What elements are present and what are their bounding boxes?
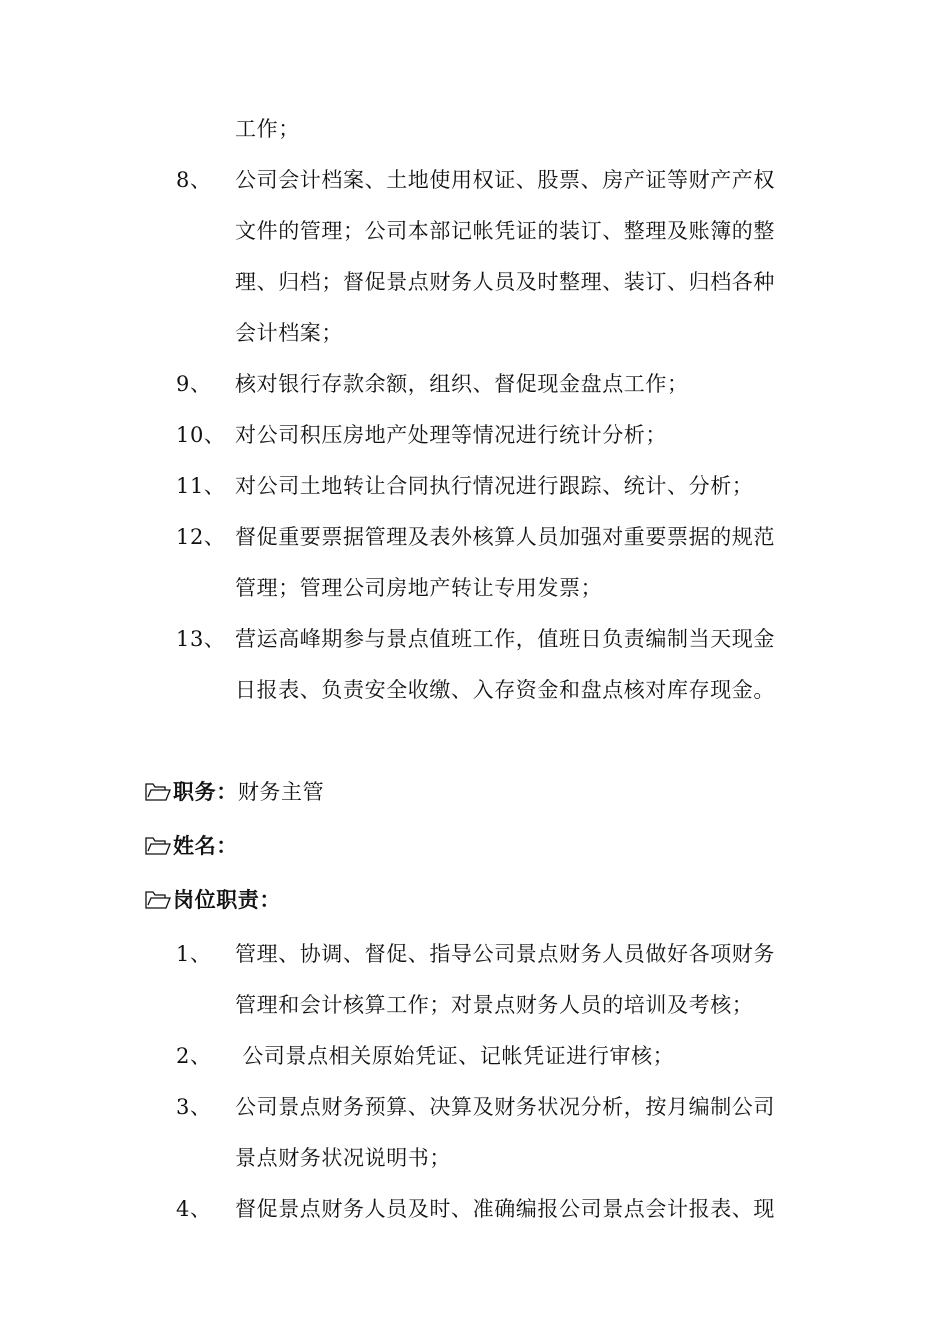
item-text: 公司会计档案、土地使用权证、股票、房产证等财产产权 — [235, 168, 775, 192]
folder-outline-icon — [145, 836, 171, 856]
duty-text: 督促景点财务人员及时、准确编报公司景点会计报表、现 — [235, 1197, 775, 1221]
item-number: 11、 — [176, 474, 226, 498]
item-text: 文件的管理；公司本部记帐凭证的装订、整理及账簿的整 — [235, 219, 775, 243]
item-text: 管理；管理公司房地产转让专用发票； — [235, 576, 603, 600]
item-number: 13、 — [176, 627, 226, 651]
name-row — [145, 832, 238, 860]
duties-heading-row — [145, 886, 281, 914]
position-title-label: 职务： — [173, 779, 238, 804]
item-text: 督促重要票据管理及表外核算人员加强对重要票据的规范 — [235, 525, 775, 549]
duty-text: 公司景点相关原始凭证、记帐凭证进行审核； — [235, 1044, 675, 1068]
duties-label: 岗位职责： — [173, 887, 281, 912]
item-text: 会计档案； — [235, 321, 343, 345]
duty-number: 2、 — [176, 1044, 212, 1068]
duty-number: 4、 — [176, 1197, 212, 1221]
duty-number: 3、 — [176, 1095, 212, 1119]
duty-text: 公司景点财务预算、决算及财务状况分析，按月编制公司 — [235, 1095, 775, 1119]
item-text: 核对银行存款余额，组织、督促现金盘点工作； — [235, 372, 689, 396]
item-text: 理、归档；督促景点财务人员及时整理、装订、归档各种 — [235, 270, 775, 294]
continuation-text: 工作； — [235, 117, 300, 141]
folder-outline-icon — [145, 782, 171, 802]
position-title-value: 财务主管 — [237, 780, 325, 804]
duty-text: 管理和会计核算工作；对景点财务人员的培训及考核； — [235, 993, 754, 1017]
item-text: 对公司土地转让合同执行情况进行跟踪、统计、分析； — [235, 474, 754, 498]
item-number: 12、 — [176, 525, 226, 549]
folder-outline-icon — [145, 890, 171, 910]
duty-number: 1、 — [176, 942, 212, 966]
position-title-row — [145, 778, 324, 806]
duty-text: 管理、协调、督促、指导公司景点财务人员做好各项财务 — [235, 942, 775, 966]
item-number: 9、 — [176, 372, 212, 396]
item-text: 营运高峰期参与景点值班工作，值班日负责编制当天现金 — [235, 627, 775, 651]
item-text: 日报表、负责安全收缴、入存资金和盘点核对库存现金。 — [235, 678, 775, 702]
item-number: 10、 — [176, 423, 226, 447]
duty-text: 景点财务状况说明书； — [235, 1146, 451, 1170]
name-label: 姓名： — [173, 833, 238, 858]
item-text: 对公司积压房地产处理等情况进行统计分析； — [235, 423, 667, 447]
item-number: 8、 — [176, 168, 212, 192]
